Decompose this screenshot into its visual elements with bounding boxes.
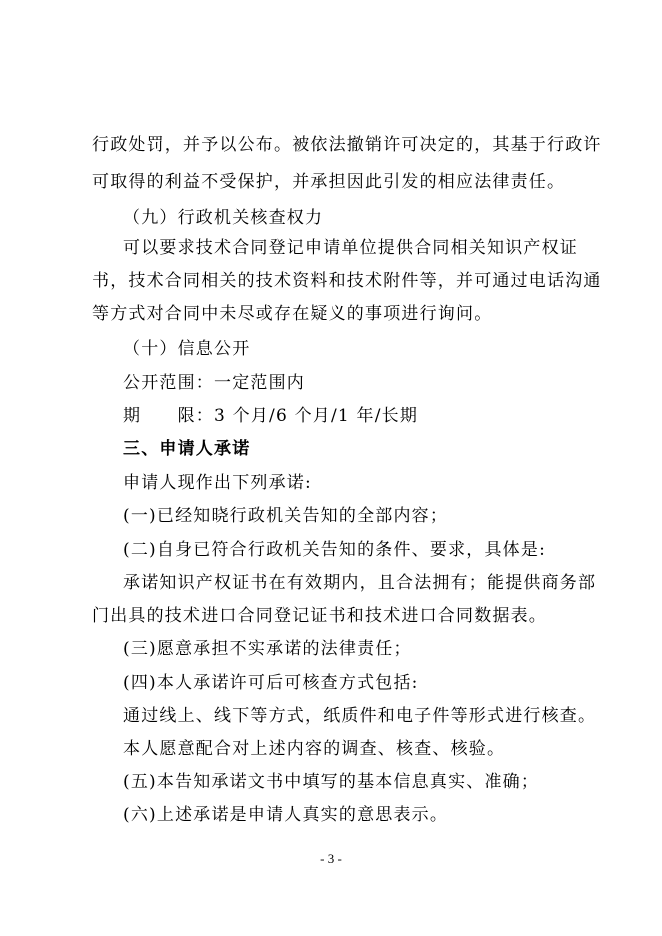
list-item: (三)愿意承担不实承诺的法律责任； (123, 639, 412, 659)
list-item: (六)上述承诺是申请人真实的意思表示。 (123, 805, 449, 825)
body-text-line: 承诺知识产权证书在有效期内，且合法拥有；能提供商务部 (123, 573, 597, 593)
page-number: - 3 - (320, 851, 342, 866)
body-text-line: 公开范围：一定范围内 (123, 373, 305, 393)
body-text-line: 书，技术合同相关的技术资料和技术附件等，并可通过电话沟通 (92, 271, 602, 291)
body-text-line: 期 限：3 个月/6 个月/1 年/长期 (123, 406, 419, 426)
body-text-line: 申请人现作出下列承诺: (123, 473, 312, 493)
body-text-line: 可取得的利益不受保护，并承担因此引发的相应法律责任。 (92, 172, 566, 192)
list-item: (二)自身已符合行政机关告知的条件、要求，具体是: (123, 540, 546, 560)
section-subheading: （十）信息公开 (123, 339, 251, 359)
body-text-line: 本人愿意配合对上述内容的调查、核查、核验。 (123, 739, 506, 759)
list-item: (一)已经知晓行政机关告知的全部内容； (123, 506, 449, 526)
body-text-line: 行政处罚，并予以公布。被依法撤销许可决定的，其基于行政许 (92, 135, 602, 155)
body-text-line: 通过线上、线下等方式，纸质件和电子件等形式进行核查。 (123, 706, 597, 726)
body-text-line: 等方式对合同中未尽或存在疑义的事项进行询问。 (92, 304, 493, 324)
list-item: (五)本告知承诺文书中填写的基本信息真实、准确； (123, 772, 540, 792)
section-subheading: （九）行政机关核查权力 (123, 208, 324, 228)
section-heading: 三、申请人承诺 (123, 439, 251, 459)
body-text-line: 门出具的技术进口合同登记证书和技术进口合同数据表。 (92, 606, 547, 626)
body-text-line: 可以要求技术合同登记申请单位提供合同相关知识产权证 (123, 238, 578, 258)
list-item: (四)本人承诺许可后可核查方式包括: (123, 673, 419, 693)
